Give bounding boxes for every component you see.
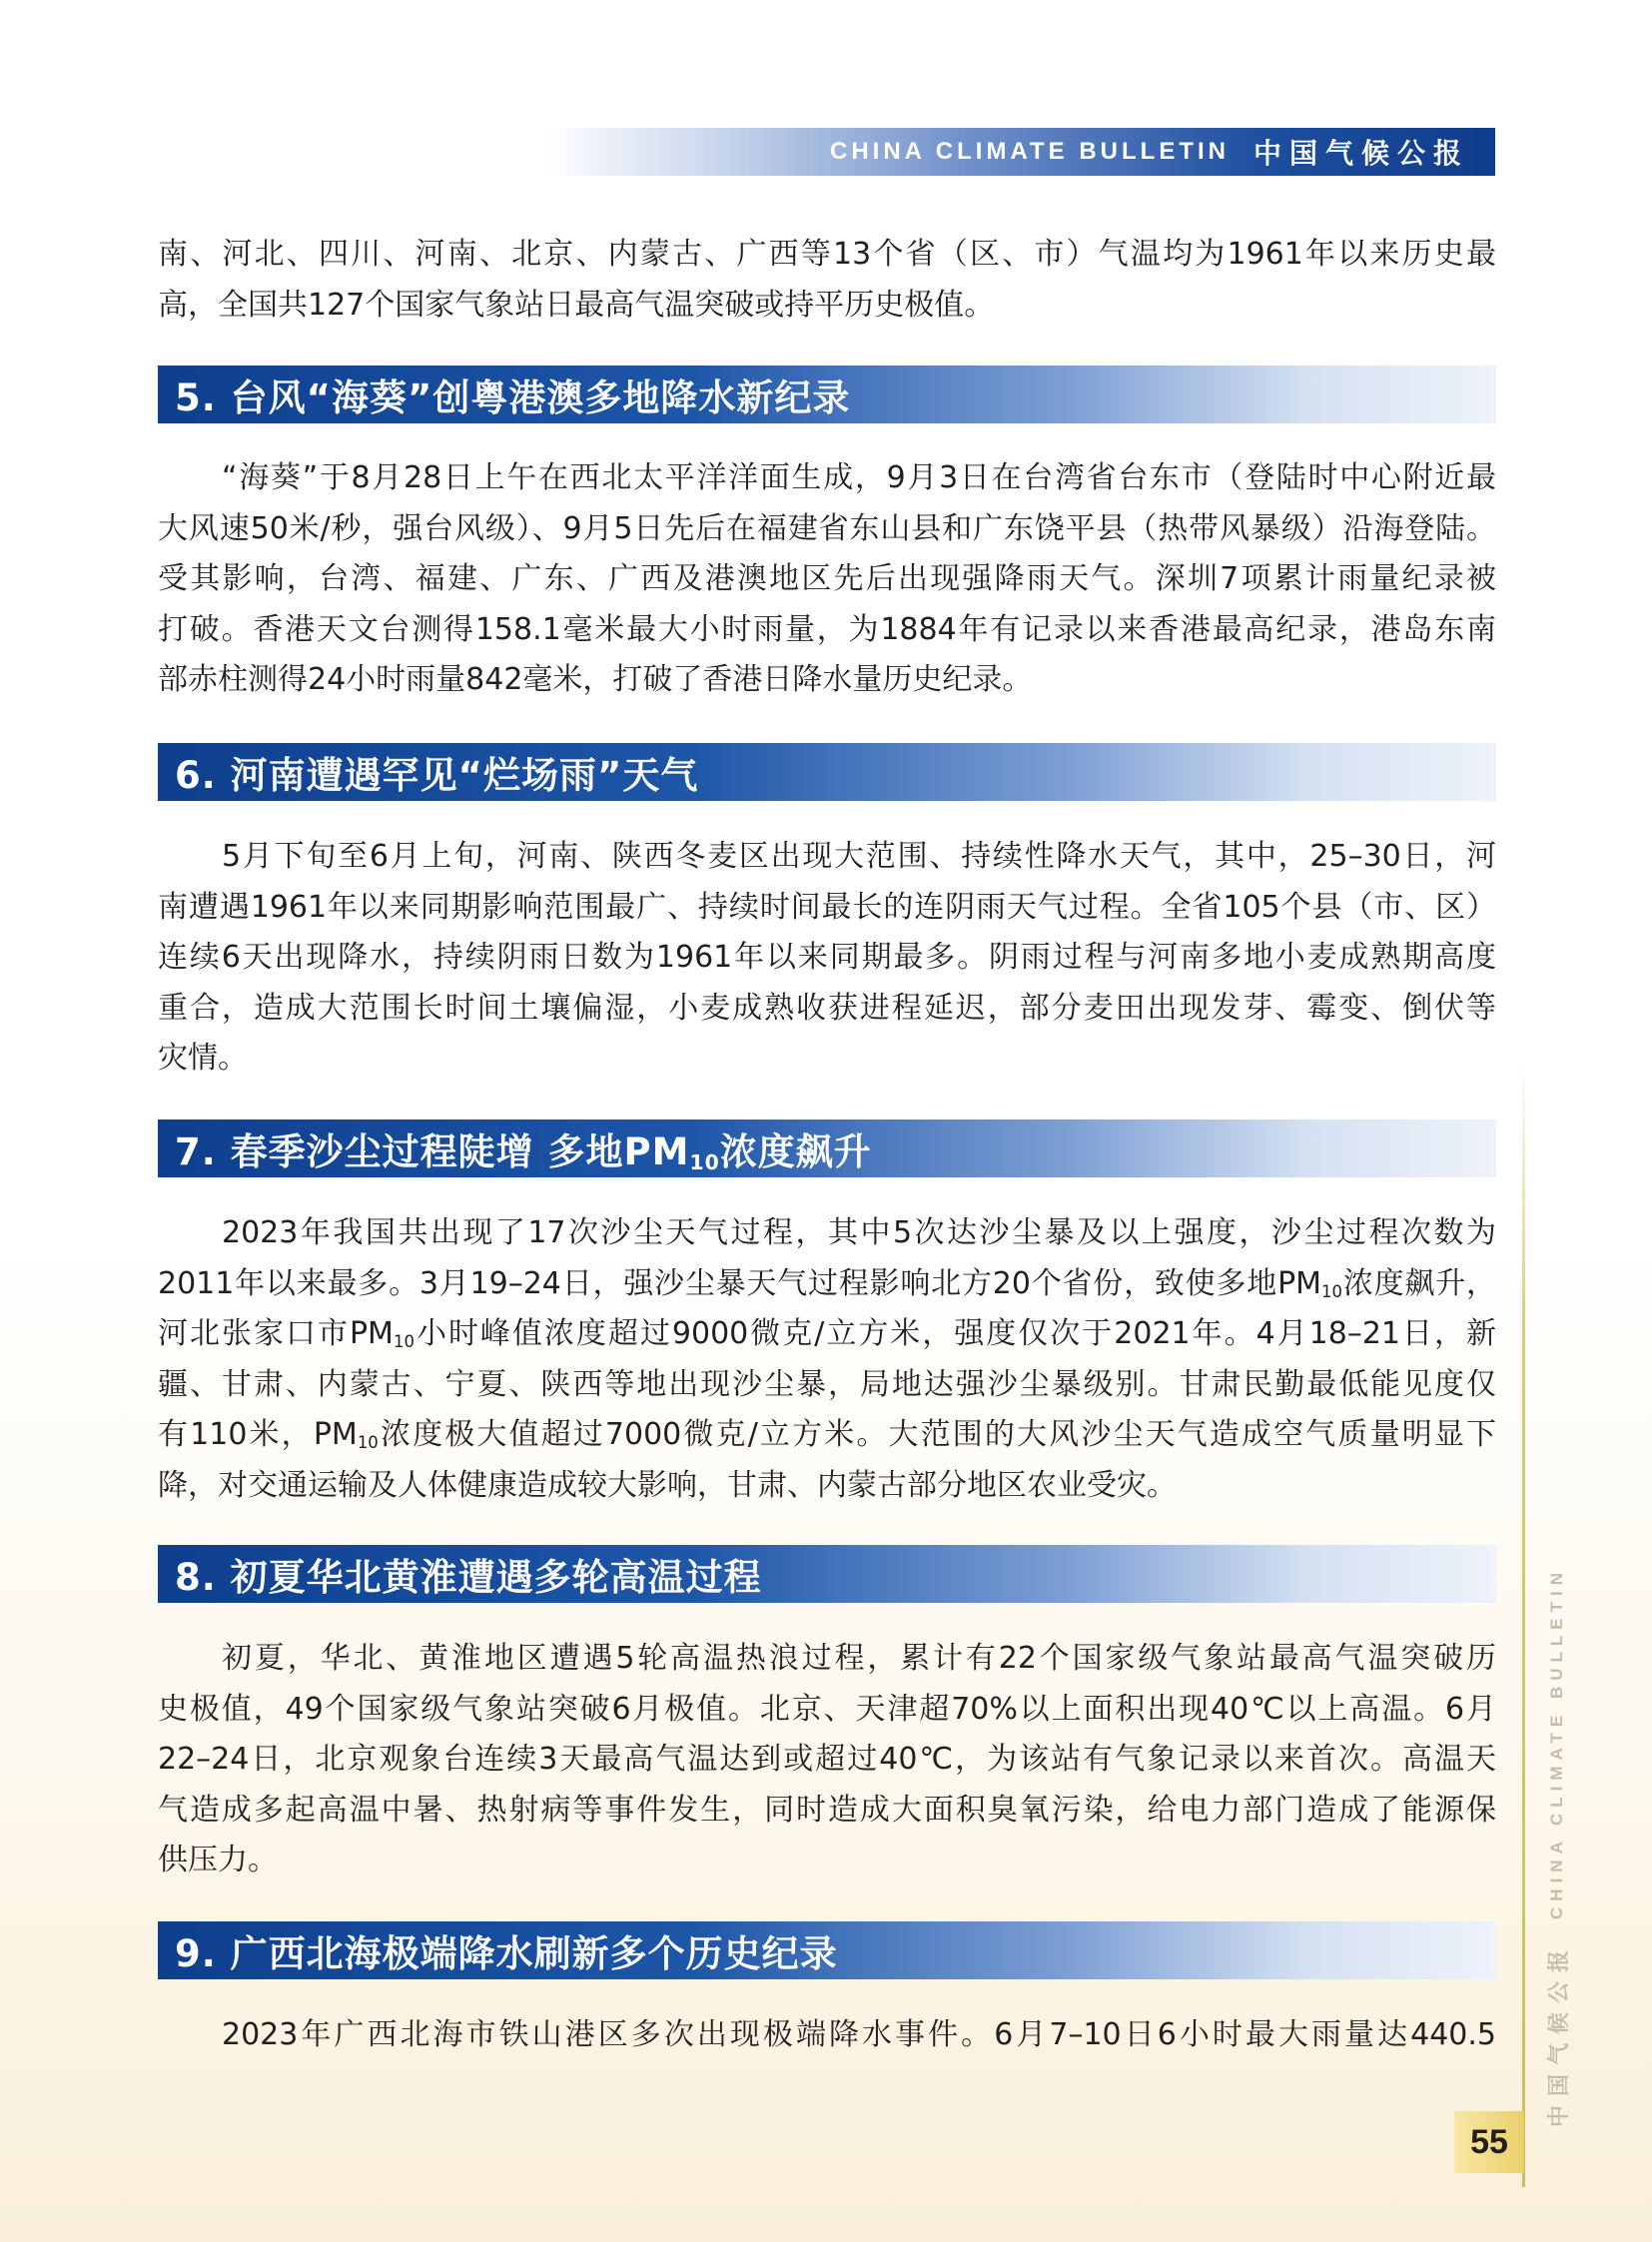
page-number: 55	[1454, 2111, 1524, 2173]
section-7-paragraph	[158, 1208, 1496, 1511]
section-6-paragraph	[158, 832, 1496, 1085]
text-line: 南遭遇1961年以来同期影响范围最广、持续时间最长的连阴雨天气过程。全省105个县（市、区）	[158, 889, 1496, 925]
section-9-paragraph	[158, 2010, 1496, 2061]
text-line: 受其影响，台湾、福建、广东、广西及港澳地区先后出现强降雨天气。深圳7项累计雨量纪录被	[158, 561, 1496, 596]
text-line: “海葵”于8月28日上午在西北太平洋洋面生成，9月3日在台湾省台东市（登陆时中心附近最	[222, 460, 1496, 495]
section-title: 5. 台风“海葵”创粤港澳多地降水新纪录	[175, 376, 851, 419]
text-line: 2023年我国共出现了17次沙尘天气过程，其中5次达沙尘暴及以上强度，沙尘过程次数为	[222, 1215, 1496, 1250]
section-title	[175, 1121, 872, 1175]
section-9-header	[158, 1921, 1496, 1979]
text-line: 河北张家口市$PM_{10}$小时峰值浓度超过9000微克/立方米，强度仅次于2021年。4月18–21日，新	[158, 1316, 1496, 1352]
section-title: 9. 广西北海极端降水刷新多个历史纪录	[175, 1932, 838, 1975]
text-line: 初夏，华北、黄淮地区遭遇5轮高温热浪过程，累计有22个国家级气象站最高气温突破历	[222, 1641, 1496, 1676]
text-line: 供压力。	[158, 1843, 278, 1877]
section-5-paragraph	[158, 453, 1496, 706]
intro-paragraph	[158, 230, 1496, 331]
title-text: 7. 春季沙尘过程陡增 多地PM	[175, 1130, 690, 1173]
section-5-header	[158, 366, 1496, 423]
title-subscript: 10	[689, 1150, 720, 1175]
section-8-header	[158, 1545, 1496, 1603]
text-line: 部赤柱测得24小时雨量842毫米，打破了香港日降水量历史纪录。	[158, 662, 1033, 697]
section-8-paragraph	[158, 1634, 1496, 1886]
header-title-zh: 中国气候公报	[1252, 137, 1469, 170]
text-line: 南、河北、四川、河南、北京、内蒙古、广西等13个省（区、市）气温均为1961年以来历史最	[158, 237, 1496, 272]
text-line: 疆、甘肃、内蒙古、宁夏、陕西等地出现沙尘暴，局地达强沙尘暴级别。甘肃民勤最低能见度仅	[158, 1366, 1496, 1402]
text-line: 史极值，49个国家级气象站突破6月极值。北京、天津超70%以上面积出现40℃以上高温。6月	[158, 1691, 1496, 1727]
text-line: 气造成多起高温中暑、热射病等事件发生，同时造成大面积臭氧污染，给电力部门造成了能源保	[158, 1792, 1496, 1828]
text-line: 降，对交通运输及人体健康造成较大影响，甘肃、内蒙古部分地区农业受灾。	[158, 1467, 1177, 1503]
side-running-title	[1542, 1568, 1572, 2127]
text-line: 2011年以来最多。3月19–24日，强沙尘暴天气过程影响北方20个省份，致使多地$PM_{10}$浓度飙升，	[158, 1265, 1497, 1301]
section-6-header	[158, 743, 1496, 801]
text-line: 连续6天出现降水，持续阴雨日数为1961年以来同期最多。阴雨过程与河南多地小麦成熟期高度	[158, 940, 1496, 975]
text-line: 重合，造成大范围长时间土壤偏湿，小麦成熟收获进程延迟，部分麦田出现发芽、霉变、倒伏等	[158, 990, 1496, 1026]
side-title-zh: 中国气候公报	[1546, 1940, 1572, 2127]
title-text: 浓度飙升	[719, 1130, 872, 1173]
text-line: 灾情。	[158, 1041, 248, 1076]
running-header	[544, 128, 1495, 176]
section-title: 8. 初夏华北黄淮遭遇多轮高温过程	[175, 1556, 762, 1599]
section-7-header	[158, 1120, 1496, 1177]
text-line: 大风速50米/秒，强台风级）、9月5日先后在福建省东山县和广东饶平县（热带风暴级）沿海登陆。	[158, 510, 1496, 546]
section-title: 6. 河南遭遇罕见“烂场雨”天气	[175, 754, 699, 797]
text-line: 有110米，$PM_{10}$浓度极大值超过7000微克/立方米。大范围的大风沙尘天气造成空气质量明显下	[158, 1417, 1496, 1453]
text-line: 高，全国共127个国家气象站日最高气温突破或持平历史极值。	[158, 287, 995, 323]
text-line: 2023年广西北海市铁山港区多次出现极端降水事件。6月7–10日6小时最大雨量达440.5	[222, 2017, 1496, 2052]
text-line: 22–24日，北京观象台连续3天最高气温达到或超过40℃，为该站有气象记录以来首次。高温天	[158, 1742, 1496, 1777]
side-divider	[1522, 1059, 1525, 2187]
text-line: 打破。香港天文台测得158.1毫米最大小时雨量，为1884年有记录以来香港最高纪录，港岛东南	[158, 611, 1496, 647]
side-title-en: CHINA CLIMATE BULLETIN	[1547, 1567, 1566, 1919]
header-title-en: CHINA CLIMATE BULLETIN	[830, 138, 1230, 165]
text-line: 5月下旬至6月上旬，河南、陕西冬麦区出现大范围、持续性降水天气，其中，25–30日，河	[222, 839, 1496, 874]
